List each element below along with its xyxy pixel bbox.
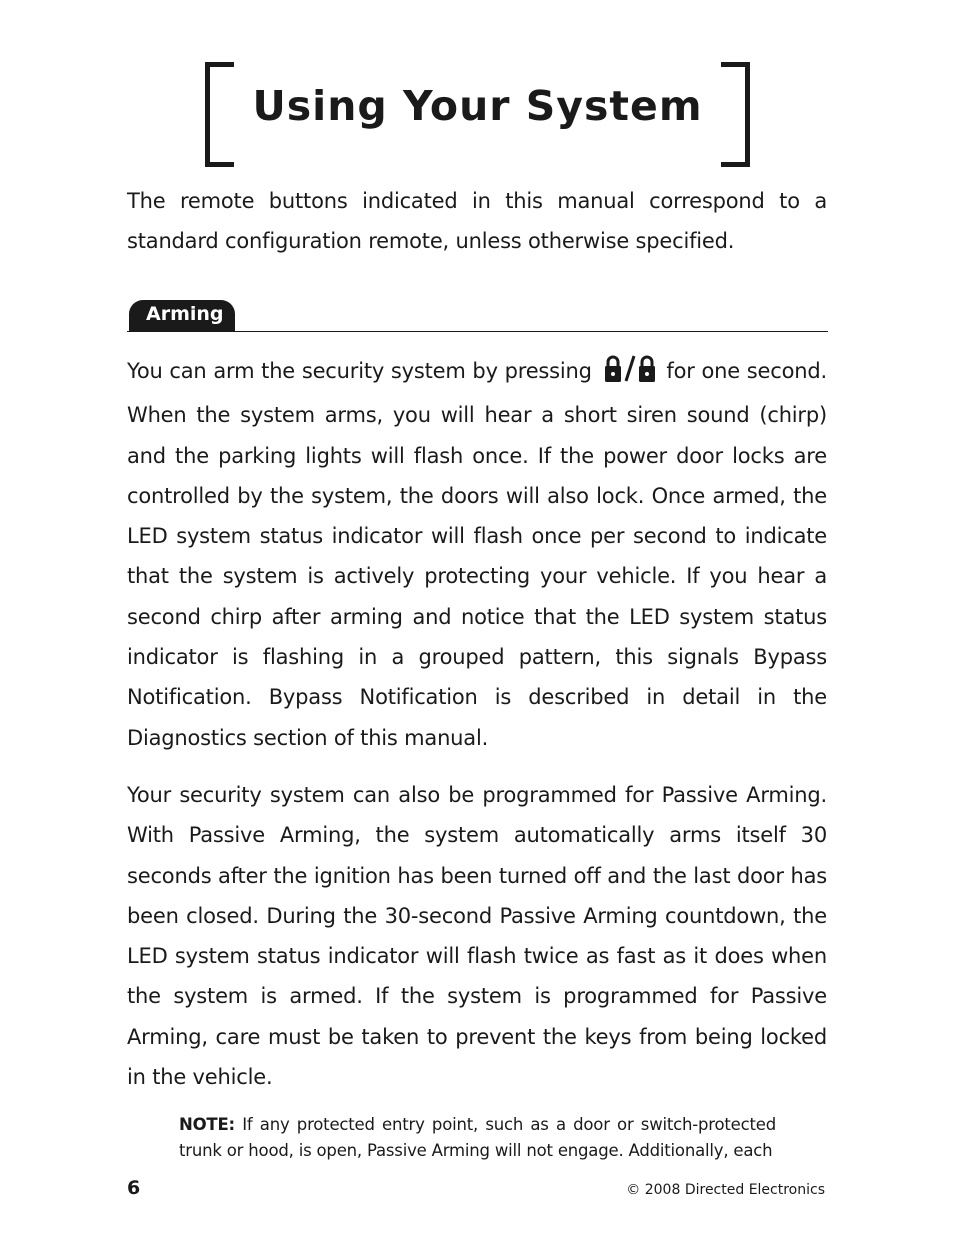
title-banner [205, 62, 750, 163]
note-label: NOTE: [179, 1115, 235, 1134]
copyright-notice: © 2008 Directed Electronics [626, 1182, 825, 1198]
intro-paragraph: The remote buttons indicated in this manual correspond to a standard configuration remote, unless otherwise specified. [127, 189, 827, 254]
arming-paragraph-1 [127, 351, 827, 758]
section-header [127, 298, 828, 332]
arming-text-before-icon: You can arm the security system by pressing [127, 359, 599, 383]
page-number: 6 [127, 1177, 141, 1199]
arming-paragraph-2: Your security system can also be programmed for Passive Arming. With Passive Arming, the system automatically arms itself 30 seconds after the ignition has been turned off and the last door has been closed. During the 30-second Passive Arming countdown, the LED system status indicator will flash twice as fast as it does when the system is armed. If the system is programmed for Passive Arming, care must be taken to prevent the keys from being locked in the vehicle. [127, 783, 827, 1090]
section-heading-arming: Arming [129, 300, 235, 331]
arming-text-after-icon: for one second. When the system arms, you will hear a short siren sound (chirp) and the parking lights will flash once. If the power door locks are controlled by the system, the doors will also lock. Once armed, the LED system status indicator will flash once per second to indicate that the system is actively protecting your vehicle. If you hear a second chirp after arming and notice that the LED system status indicator is flashing in a grouped pattern, this signals Bypass Notification. Bypass Notification is described in detail in the Diagnostics section of this manual. [127, 359, 827, 750]
page-title: Using Your System [252, 82, 703, 130]
note-paragraph [179, 1112, 776, 1164]
lock-unlock-button-icon [605, 355, 655, 395]
note-text: If any protected entry point, such as a door or switch-protected trunk or hood, is open, Passive Arming will not engage. Additionally, each [179, 1115, 776, 1160]
